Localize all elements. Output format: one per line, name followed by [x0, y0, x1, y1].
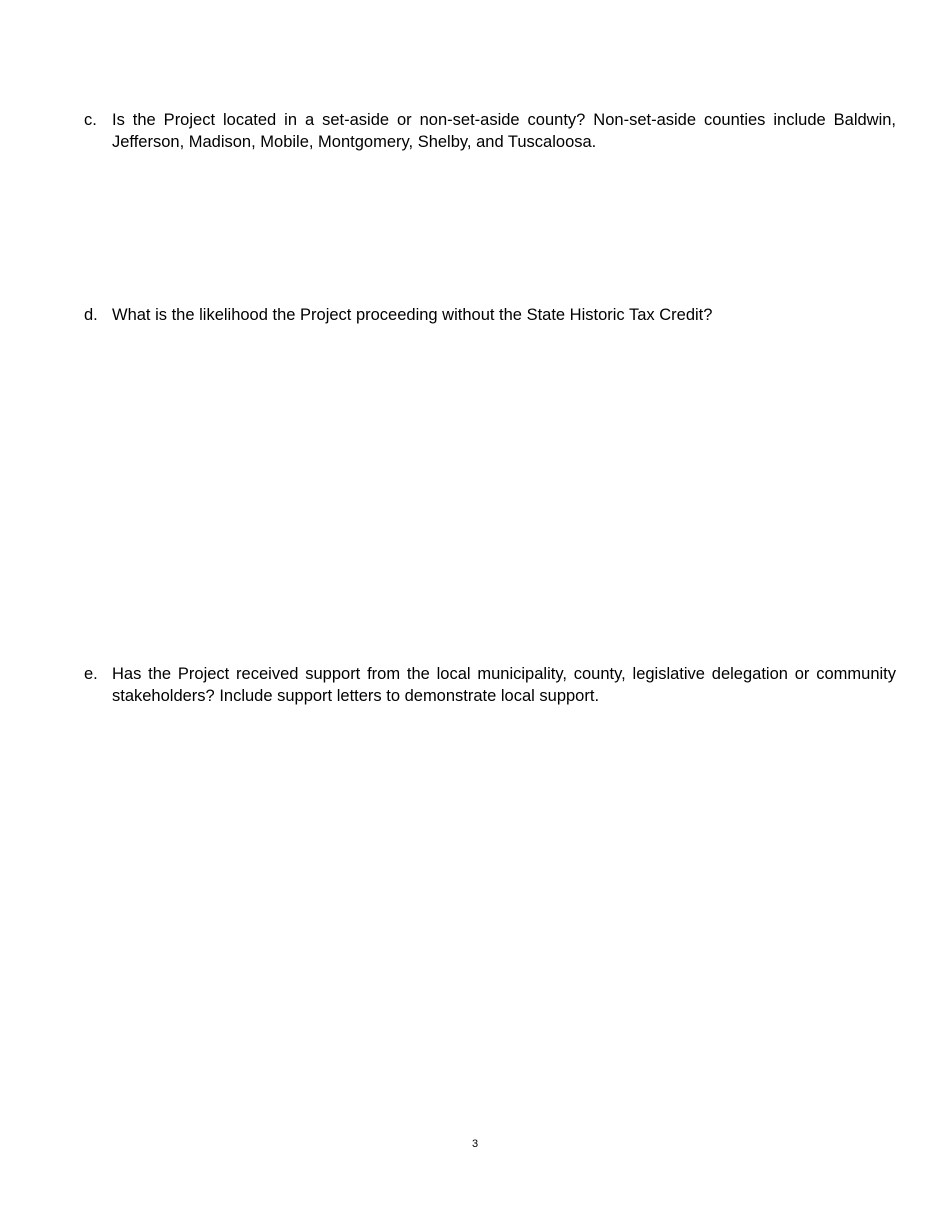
question-d-text: What is the likelihood the Project proceeding without the State Historic Tax Credit?: [112, 306, 713, 324]
question-c-marker: c.: [84, 111, 97, 129]
question-e-marker: e.: [84, 665, 98, 683]
question-c: [84, 109, 896, 153]
question-c-text: Is the Project located in a set-aside or non-set-aside county? Non-set-aside counties include Baldwin, Jefferson, Madison, Mobile, Montgomery, Shelby, and Tuscaloosa.: [112, 111, 896, 151]
page-number: 3: [471, 1138, 479, 1150]
question-d-marker: d.: [84, 306, 98, 324]
question-e-text: Has the Project received support from the local municipality, county, legislative delegation or community stakeholders? Include support letters to demonstrate local support.: [112, 665, 896, 705]
question-d: [84, 304, 896, 326]
question-e: [84, 663, 896, 707]
